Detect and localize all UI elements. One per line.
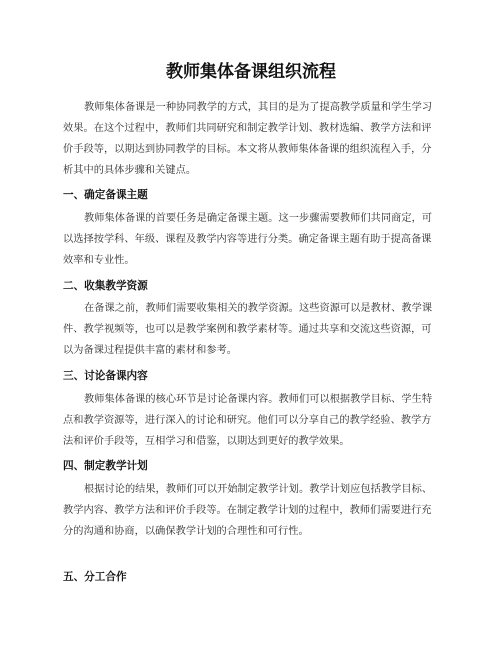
document-title: 教师集体备课组织流程 — [166, 62, 336, 82]
section-body-3: 教师集体备课的核心环节是讨论备课内容。教师们可以根据教学目标、学生特点和教学资源等，进行深入的讨论和研究。他们可以分享自己的教学经验、教学方法和评价手段等，互相学习和借鉴，以期达到更好的教学效果。 — [63, 394, 433, 447]
section-heading-2: 二、收集教学资源 — [63, 280, 148, 292]
section-heading-1: 一、确定备课主题 — [63, 189, 148, 201]
section-heading-4: 四、制定教学计划 — [63, 460, 148, 472]
section-body-2: 在备课之前，教师们需要收集相关的教学资源。这些资源可以是教材、教学课件、教学视频等，也可以是教学案例和教学素材等。通过共享和交流这些资源，可以为备课过程提供丰富的素材和参考。 — [63, 303, 433, 356]
section-heading-5: 五、分工合作 — [63, 571, 127, 583]
section-body-4: 根据讨论的结果，教师们可以开始制定教学计划。教学计划应包括教学目标、教学内容、教学方法和评价手段等。在制定教学计划的过程中，教师们需要进行充分的沟通和协商，以确保教学计划的合理性和可行性。 — [63, 484, 433, 537]
intro-paragraph: 教师集体备课是一种协同教学的方式，其目的是为了提高教学质量和学生学习效果。在这个过程中，教师们共同研究和制定教学计划、教材选编、教学方法和评价手段等，以期达到协同教学的目标。本文将从教师集体备课的组织流程入手，分析其中的具体步骤和关键点。 — [63, 102, 433, 176]
section-body-1: 教师集体备课的首要任务是确定备课主题。这一步骤需要教师们共同商定，可以选择按学科、年级、课程及教学内容等进行分类。确定备课主题有助于提高备课效率和专业性。 — [63, 213, 433, 266]
section-heading-3: 三、讨论备课内容 — [63, 370, 148, 382]
